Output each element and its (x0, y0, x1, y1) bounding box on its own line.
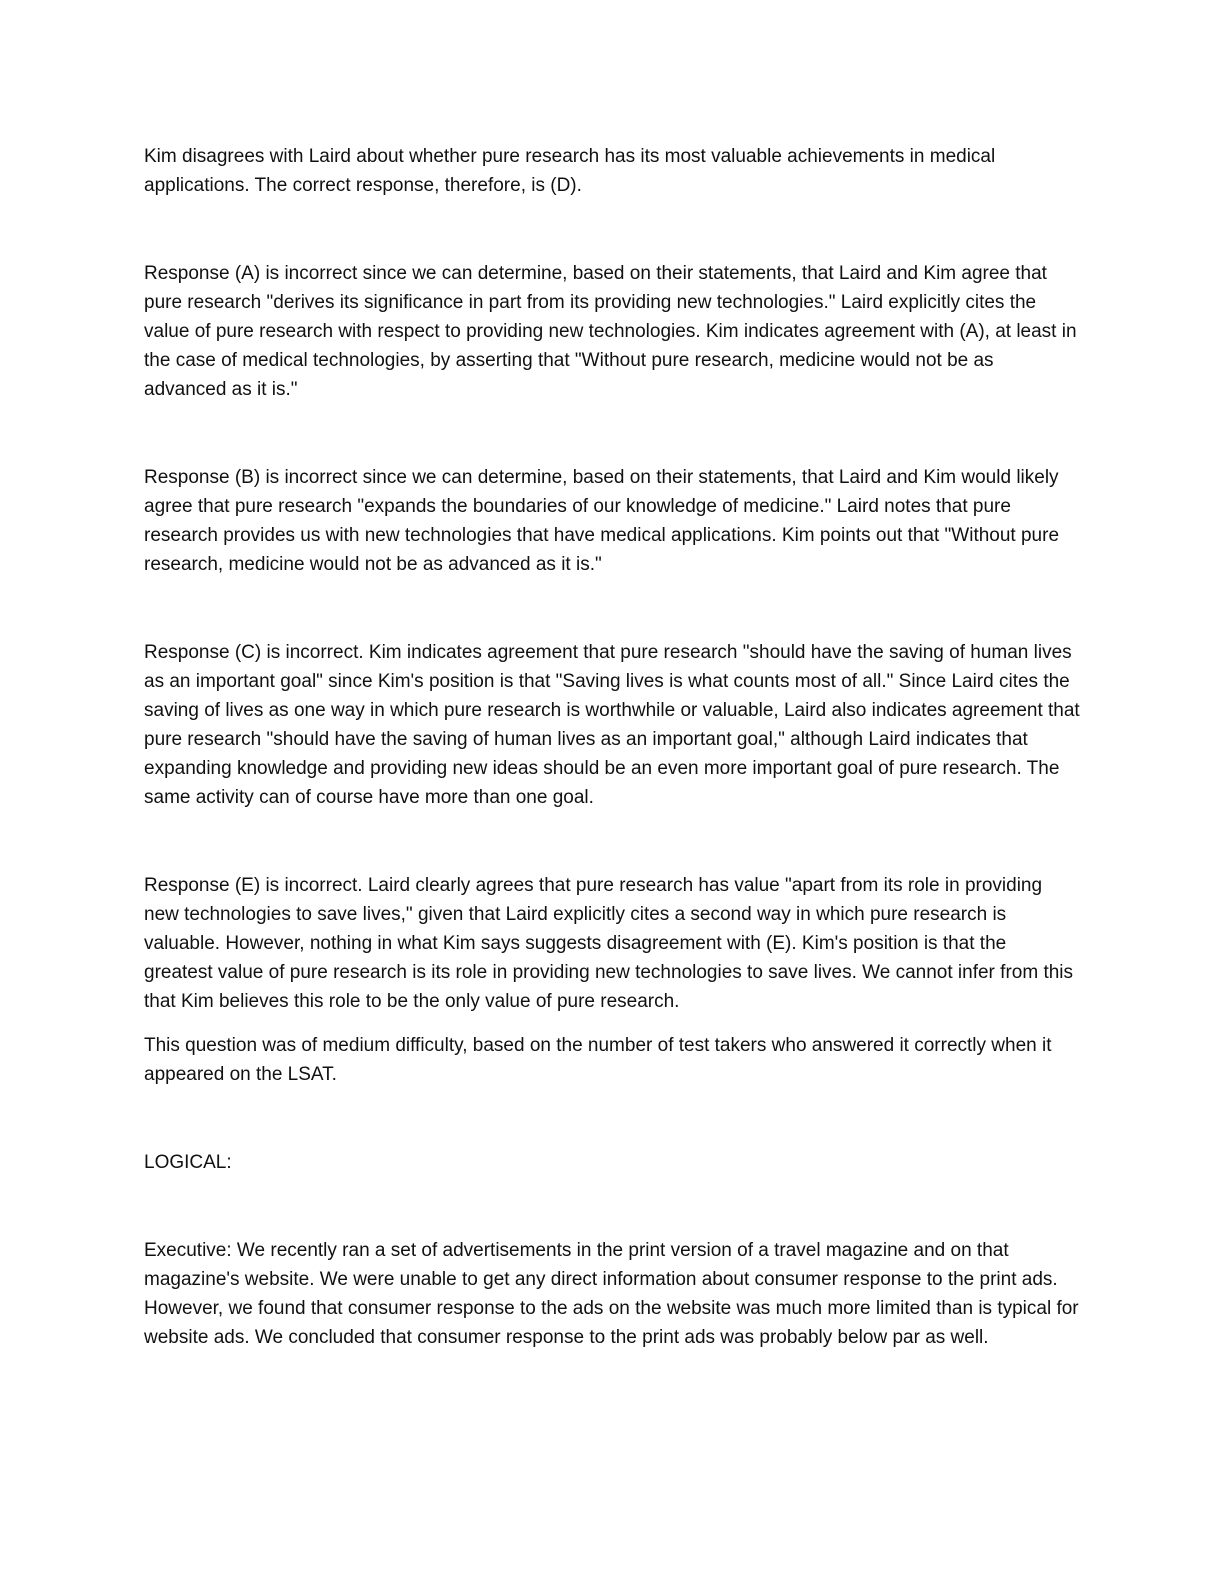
paragraph-difficulty-note: This question was of medium difficulty, based on the number of test takers who answered it correctly when it appeared on the LSAT. (144, 1035, 1052, 1085)
section-heading-logical: LOGICAL: (144, 1152, 232, 1173)
paragraph-executive-passage: Executive: We recently ran a set of advertisements in the print version of a travel magazine and on that magazine's website. We were unable to get any direct information about consumer response to the print ads. However, we found that consumer response to the ads on the website was much more limited than is typical for website ads. We concluded that consumer response to the print ads was probably below par as well. (144, 1240, 1079, 1348)
paragraph-response-e: Response (E) is incorrect. Laird clearly agrees that pure research has value "apart from its role in providing new technologies to save lives," given that Laird explicitly cites a second way in which pure research is valuable. However, nothing in what Kim says suggests disagreement with (E). Kim's position is that the greatest value of pure research is its role in providing new technologies to save lives. We cannot infer from this that Kim believes this role to be the only value of pure research. (144, 875, 1074, 1012)
paragraph-response-a: Response (A) is incorrect since we can determine, based on their statements, that Laird and Kim agree that pure research "derives its significance in part from its providing new technologies." Laird explicitly cites the value of pure research with respect to providing new technologies. Kim indicates agreement with (A), at least in the case of medical technologies, by asserting that "Without pure research, medicine would not be as advanced as it is." (144, 263, 1077, 400)
paragraph-response-b: Response (B) is incorrect since we can determine, based on their statements, that Laird and Kim would likely agree that pure research "expands the boundaries of our knowledge of medicine." Laird notes that pure research provides us with new technologies that have medical applications. Kim points out that "Without pure research, medicine would not be as advanced as it is." (144, 467, 1060, 575)
paragraph-response-c: Response (C) is incorrect. Kim indicates agreement that pure research "should have the saving of human lives as an important goal" since Kim's position is that "Saving lives is what counts most of all." Since Laird cites the saving of lives as one way in which pure research is worthwhile or valuable, Laird also indicates agreement that pure research "should have the saving of human lives as an important goal," although Laird indicates that expanding knowledge and providing new ideas should be an even more important goal of pure research. The same activity can of course have more than one goal. (144, 642, 1080, 808)
paragraph-conclusion: Kim disagrees with Laird about whether pure research has its most valuable achievements in medical applications. The correct response, therefore, is (D). (144, 146, 996, 196)
